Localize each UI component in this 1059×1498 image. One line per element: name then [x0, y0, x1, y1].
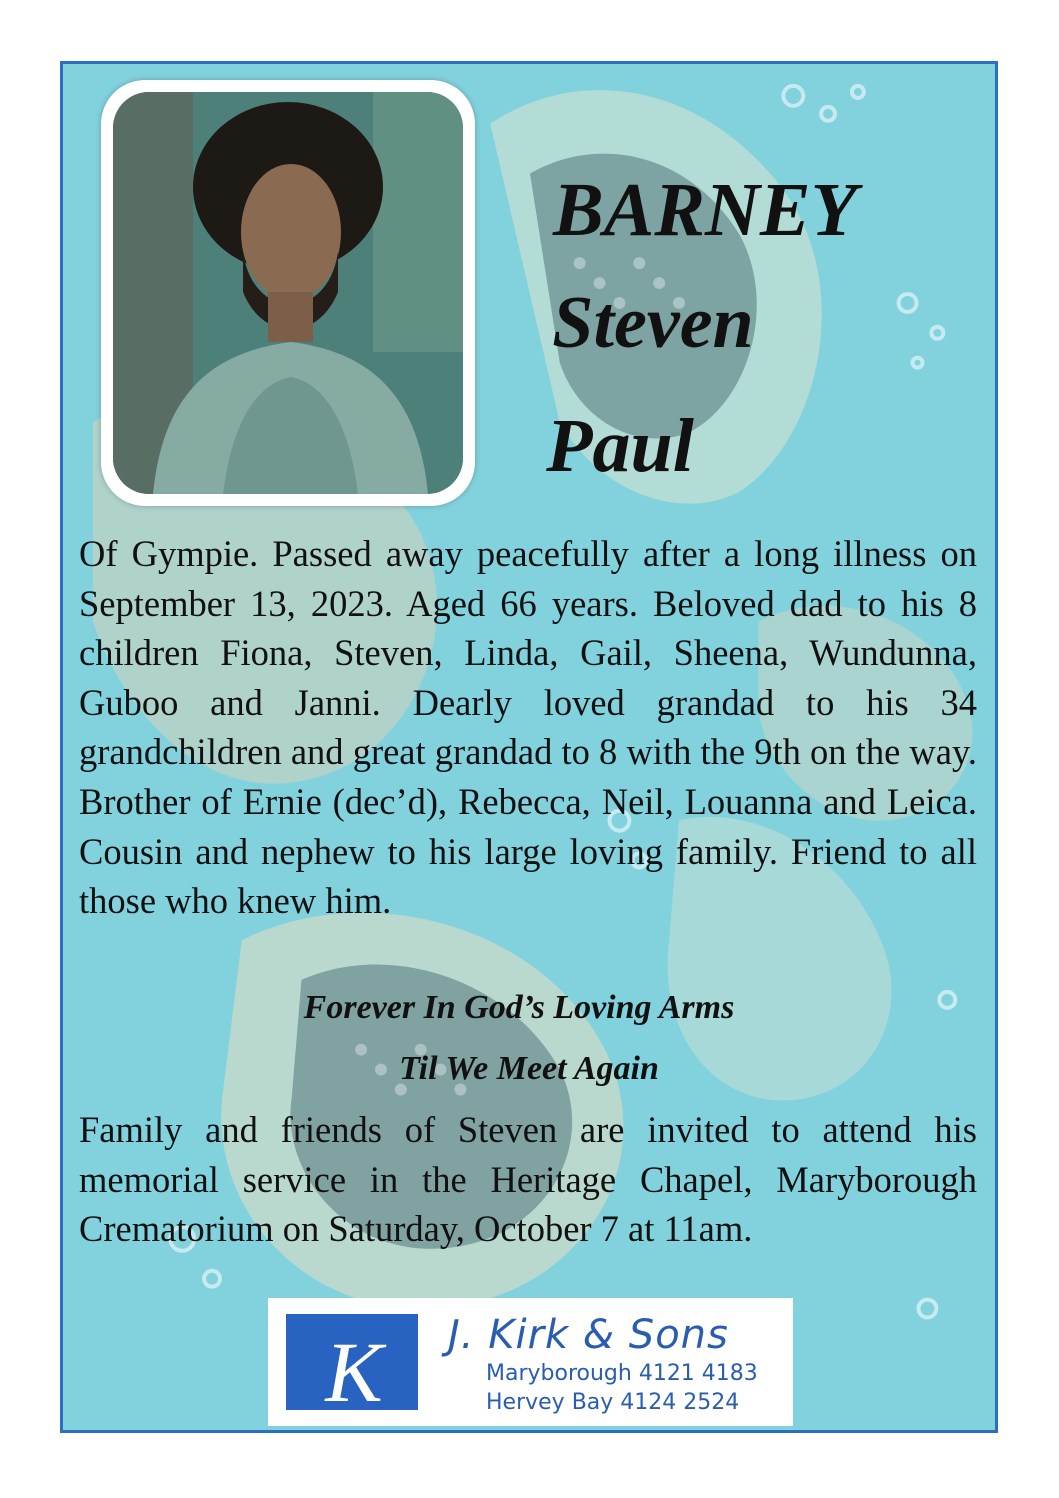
verse-line-2: Til We Meet Again — [399, 1050, 659, 1087]
funeral-director-logo — [268, 1298, 793, 1426]
service-details: Family and friends of Steven are invited to attend his memorial service in the Heritage Chapel, Maryborough Crematorium on Saturday, October 7 at 11am. — [79, 1109, 977, 1250]
obituary-text: Of Gympie. Passed away peacefully after a long illness on September 13, 2023. Aged 66 years. Beloved dad to his 8 children Fiona, Steven, Linda, Gail, Sheena, Wundunna, Guboo and Janni. Dearly loved grandad to his 34 grandchildren and great grandad to 8 with the 9th on the way. Brother of Ernie (dec’d), Rebecca, Neil, Louanna and Leica. Cousin and nephew to his large loving family. Friend to all those who knew him. — [79, 533, 977, 922]
logo-emblem — [286, 1314, 418, 1420]
logo-letter: K — [325, 1324, 383, 1420]
middle-name: Paul — [546, 404, 694, 488]
surname: BARNEY — [552, 168, 858, 252]
funeral-director-name: J. Kirk & Sons — [448, 1312, 729, 1358]
hervey-bay-phone: Hervey Bay 4124 2524 — [486, 1390, 740, 1415]
verse-line-1: Forever In God’s Loving Arms — [303, 989, 735, 1026]
maryborough-phone: Maryborough 4121 4183 — [486, 1361, 758, 1386]
first-name: Steven — [552, 282, 754, 364]
obituary-card — [60, 61, 998, 1433]
